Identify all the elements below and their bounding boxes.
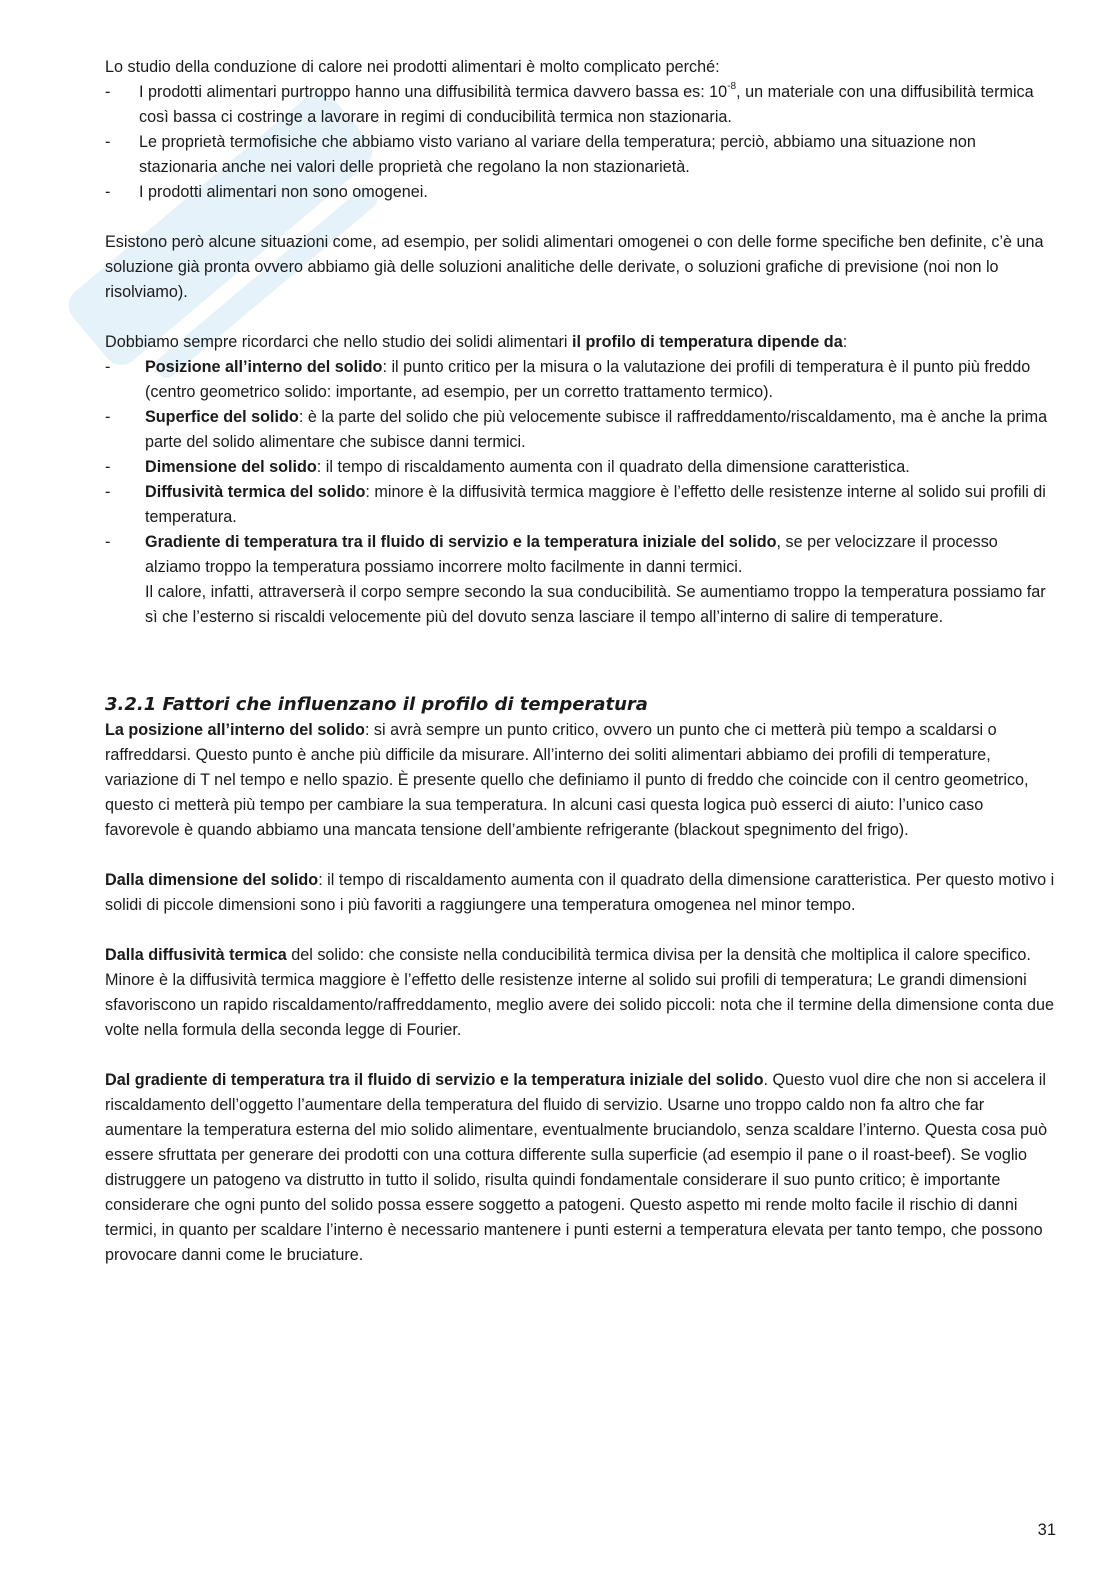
section-paragraph-gradiente: Dal gradiente di temperatura tra il fluido di servizio e la temperatura iniziale del solido. Questo vuol dire che non si accelera il riscaldamento dell’oggetto l’aumentare della temperatura del fluido di servizio. Usarne uno troppo caldo non fa altro che far aumentare la temperatura esterna del mio solido alimentare, eventualmente bruciandolo, senza scaldare l’interno. Questa cosa può essere sfruttata per generare dei prodotti con una cottura differente sulla superficie (ad esempio il pane o il roast-beef). Se voglio distruggere un patogeno va distrutto in tutto il solido, risulta quindi fondamentale considerare il suo punto critico; è importante considerare che ogni punto del solido possa essere soggetto a patogeni. Questo aspetto mi rende molto facile il rischio di danni termici, in quanto per scaldare l’interno è necessario mantenere i punti esterni a temperatura elevata per tanto tempo, che possono provocare danni come le bruciature. bbox=[105, 1071, 1048, 1264]
dash-bullet: - bbox=[105, 483, 111, 501]
page-number: 31 bbox=[1037, 1521, 1056, 1539]
profilo-list bbox=[105, 355, 1057, 630]
dash-bullet: - bbox=[105, 183, 111, 201]
document-page bbox=[105, 55, 1057, 1268]
section-paragraph-dimensione: Dalla dimensione del solido: il tempo di riscaldamento aumenta con il quadrato della dimensione caratteristica. Per questo motivo i solidi di piccole dimensioni sono i più favoriti a raggiungere una temperatura omogenea nel minor tempo. bbox=[105, 871, 1055, 914]
dash-bullet: - bbox=[105, 458, 111, 476]
intro-list bbox=[105, 80, 1057, 205]
paragraph-esistono: Esistono però alcune situazioni come, ad esempio, per solidi alimentari omogenei o con delle forme specifiche ben definite, c’è una soluzione già pronta ovvero abbiamo già delle soluzioni analitiche delle derivate, o soluzioni grafiche di previsione (noi non lo risolviamo). bbox=[105, 233, 1044, 301]
dash-bullet: - bbox=[105, 133, 111, 151]
list-item: - Diffusività termica del solido: minore è la diffusività termica maggiore è l’effetto delle resistenze interne al solido sui profili di temperatura. bbox=[105, 480, 1057, 530]
dash-bullet: - bbox=[105, 533, 111, 551]
section-paragraph-diffusivita: Dalla diffusività termica del solido: che consiste nella conducibilità termica divisa per la densità che moltiplica il calore specifico. Minore è la diffusività termica maggiore è l’effetto delle resistenze interne al solido sui profili di temperatura; Le grandi dimensioni sfavoriscono un rapido riscaldamento/raffreddamento, meglio avere dei solido piccoli: nota che il termine della dimensione conta due volte nella formula della seconda legge di Fourier. bbox=[105, 946, 1055, 1039]
dash-bullet: - bbox=[105, 358, 111, 376]
list-item: - Dimensione del solido: il tempo di riscaldamento aumenta con il quadrato della dimensione caratteristica. bbox=[105, 455, 1057, 480]
list-item: - Le proprietà termofisiche che abbiamo visto variano al variare della temperatura; perciò, abbiamo una situazione non stazionaria anche nei valori delle proprietà che regolano la non stazionarietà. bbox=[105, 130, 1057, 180]
list-item: - I prodotti alimentari purtroppo hanno una diffusibilità termica davvero bassa es: $10^{-8}$, un materiale con una diffusibilità termica così bassa ci costringe a lavorare in regimi di conducibilità termica non stazionaria. bbox=[105, 80, 1034, 126]
list-item: - I prodotti alimentari non sono omogenei. bbox=[105, 180, 1057, 205]
list-item: - Superfice del solido: è la parte del solido che più velocemente subisce il raffreddamento/riscaldamento, ma è anche la prima parte del solido alimentare che subisce danni termici. bbox=[105, 405, 1057, 455]
section-heading: 3.2.1 Fattori che influenzano il profilo di temperatura bbox=[105, 694, 648, 715]
intro-lead: Lo studio della conduzione di calore nei prodotti alimentari è molto complicato perché: bbox=[105, 58, 720, 76]
profilo-lead: Dobbiamo sempre ricordarci che nello studio dei solidi alimentari il profilo di temperatura dipende da: bbox=[105, 333, 848, 351]
dash-bullet: - bbox=[105, 408, 111, 426]
list-item: - Posizione all’interno del solido: il punto critico per la misura o la valutazione dei profili di temperatura è il punto più freddo (centro geometrico solido: importante, ad esempio, per un corretto trattamento termico). bbox=[105, 355, 1057, 405]
list-item: - Gradiente di temperatura tra il fluido di servizio e la temperatura iniziale del solido, se per velocizzare il processo alziamo troppo la temperatura possiamo incorrere molto facilmente in danni termici. Il calore, infatti, attraverserà il corpo sempre secondo la sua conducibilità. Se aumentiamo troppo la temperatura possiamo far sì che l’esterno si riscaldi velocemente più del dovuto senza lasciare il tempo all’interno di salire di temperature. bbox=[105, 530, 1057, 630]
section-paragraph-posizione: La posizione all’interno del solido: si avrà sempre un punto critico, ovvero un punto che ci metterà più tempo a scaldarsi o raffreddarsi. Questo punto è anche più difficile da misurare. All’interno dei soliti alimentari abbiamo dei profili di temperature, variazione di T nel tempo e nello spazio. È presente quello che definiamo il punto di freddo che coincide con il centro geometrico, questo ci metterà più tempo per cambiare la sua temperatura. In alcuni casi questa logica può esserci di aiuto: l’unico caso favorevole è quando abbiamo una mancata tensione dell’ambiente refrigerante (blackout spegnimento del frigo). bbox=[105, 721, 1029, 839]
dash-bullet: - bbox=[105, 83, 111, 101]
